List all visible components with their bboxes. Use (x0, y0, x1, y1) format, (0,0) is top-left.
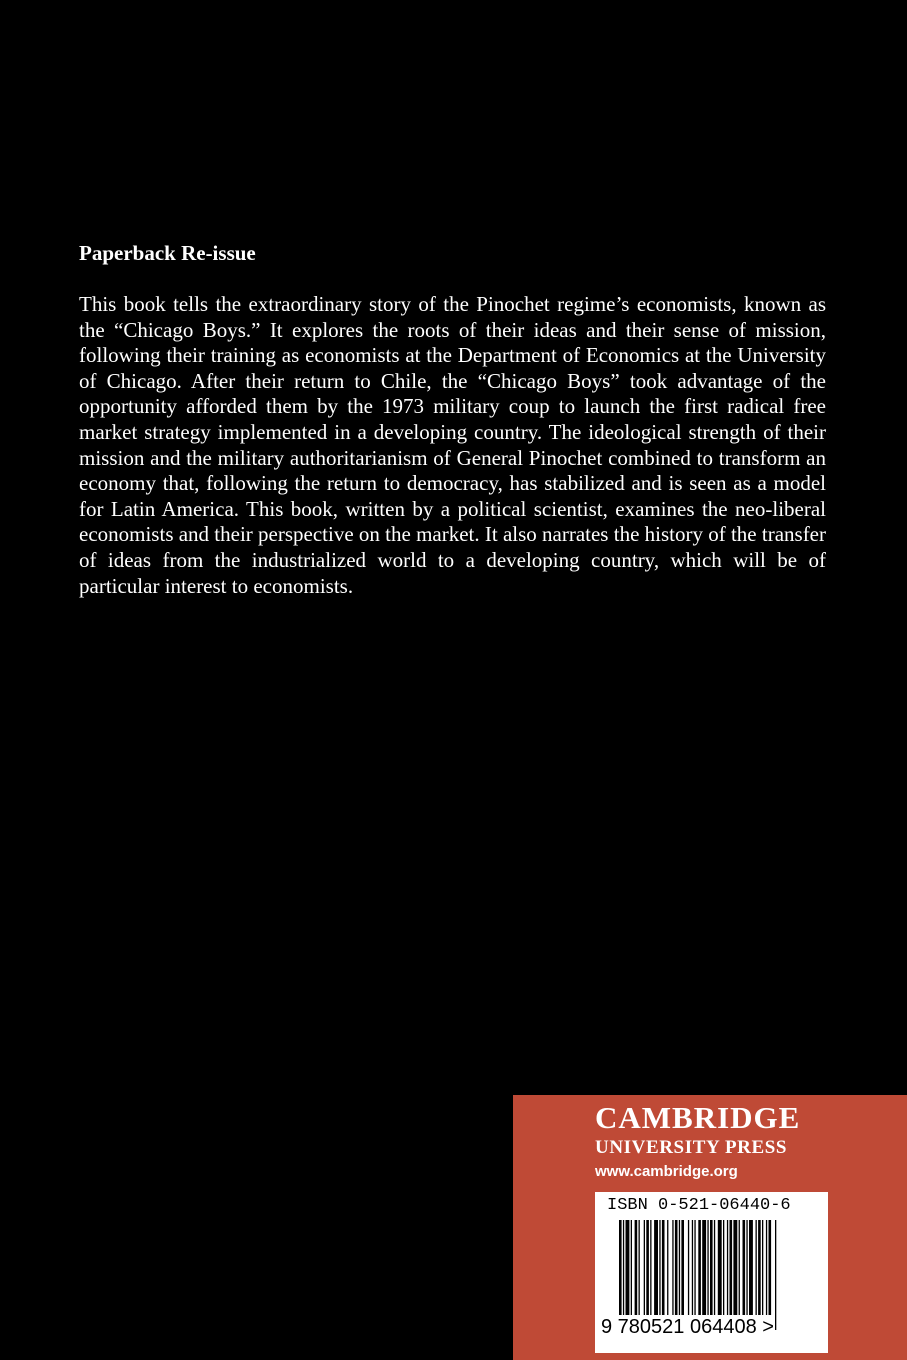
barcode-bar (692, 1220, 693, 1316)
barcode-bar (672, 1220, 673, 1316)
barcode-bar (650, 1220, 651, 1316)
edition-heading: Paperback Re-issue (79, 241, 256, 265)
publisher-url: www.cambridge.org (595, 1163, 738, 1180)
barcode-bar (675, 1220, 678, 1316)
barcode-bar (758, 1220, 761, 1316)
barcode-bar (710, 1220, 713, 1316)
barcode-bar (626, 1220, 630, 1316)
barcode-bar (639, 1220, 640, 1316)
barcode-bar (756, 1220, 757, 1316)
barcode-bar (749, 1220, 753, 1316)
barcode-bar (662, 1220, 665, 1316)
barcode-bar (619, 1220, 622, 1330)
barcode-bar (623, 1220, 624, 1330)
barcode-bar (718, 1220, 722, 1316)
barcode-bar (707, 1220, 708, 1316)
barcode-bar (644, 1220, 645, 1316)
barcode-bar (659, 1220, 660, 1316)
barcode-bar (769, 1220, 772, 1316)
barcode-bar (654, 1220, 658, 1316)
barcode-bar (766, 1220, 767, 1316)
barcode-bar (762, 1220, 763, 1316)
barcode-bar (775, 1220, 776, 1330)
barcode-bar (733, 1220, 737, 1316)
publisher-subtitle: UNIVERSITY PRESS (595, 1137, 788, 1158)
barcode-bar (702, 1220, 706, 1316)
barcode-bar (679, 1220, 680, 1316)
publisher-name: CAMBRIDGE (595, 1100, 801, 1135)
barcode-bar (739, 1220, 740, 1316)
barcode-bar (727, 1220, 728, 1316)
barcode-bar (743, 1220, 746, 1316)
barcode-bar (714, 1220, 715, 1316)
barcode-bar (723, 1220, 724, 1316)
barcode-bar (681, 1220, 684, 1316)
barcode-bar (631, 1220, 632, 1316)
barcode-label (595, 1192, 828, 1353)
barcode-bar (667, 1220, 668, 1316)
isbn-text: ISBN 0-521-06440-6 (607, 1196, 791, 1215)
barcode-bar (688, 1220, 689, 1316)
barcode-bar (646, 1220, 649, 1316)
barcode-bar (635, 1220, 638, 1316)
publisher-panel (513, 1095, 907, 1360)
barcode-bar (746, 1220, 747, 1316)
barcode-bar (730, 1220, 733, 1316)
book-description: This book tells the extraordinary story of the Pinochet regime’s economists, known as the “Chicago Boys.” It explores the roots of their ideas and their sense of mission, following their training as economists at the Department of Economics at the University of Chicago. After their return to Chile, the “Chicago Boys” took advantage of the opportunity afforded them by the 1973 military coup to launch the first radical free market strategy implemented in a developing country. The ideological strength of their mission and the military authoritarianism of General Pinochet combined to transform an economy that, following the return to democracy, has stabilized and is seen as a model for Latin America. This book, written by a political scientist, examines the neo-liberal economists and their perspective on the market. It also narrates the history of the transfer of ideas from the industrialized world to a developing country, which will be of particular interest to economists. (79, 292, 826, 598)
barcode-bar (698, 1220, 701, 1330)
barcode-bar (694, 1220, 695, 1316)
ean-digits: 9 780521 064408 > (601, 1316, 774, 1338)
